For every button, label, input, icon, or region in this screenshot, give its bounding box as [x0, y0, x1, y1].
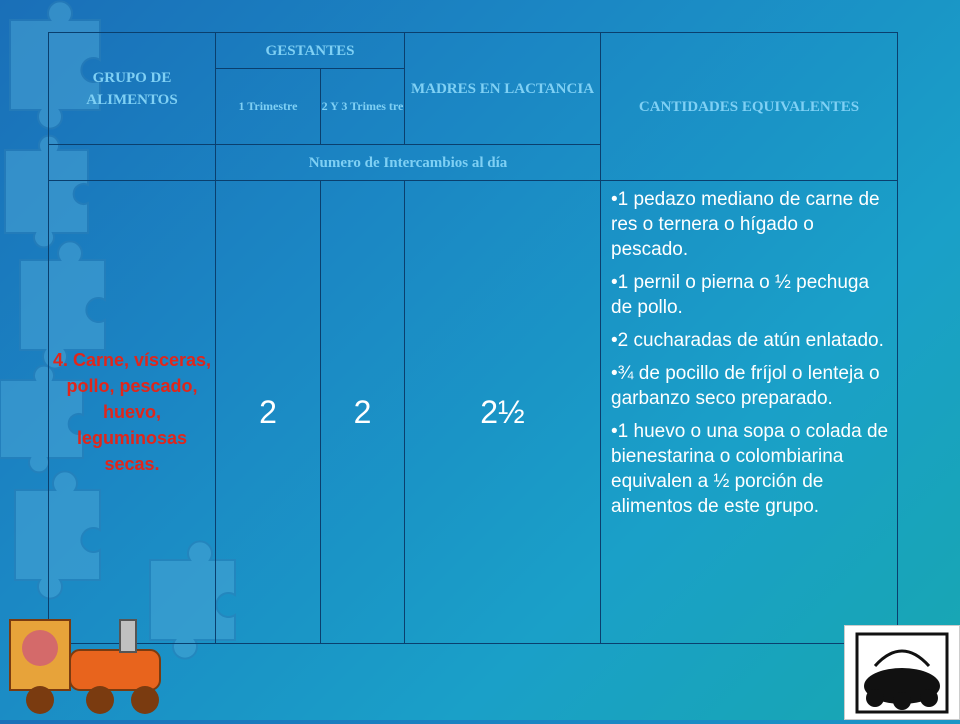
equivalents-list [601, 181, 898, 644]
equivalent-item: •1 huevo o una sopa o colada de bienestarina o colombiarina equivalen a ½ porción de alimentos de este grupo. [611, 421, 889, 517]
equivalent-item: •1 pedazo mediano de carne de res o ternera o hígado o pescado. [611, 189, 880, 260]
header-cantidades-equivalentes: CANTIDADES EQUIVALENTES [601, 33, 898, 181]
header-grupo-alimentos: GRUPO DE ALIMENTOS [49, 33, 216, 145]
organization-logo-icon [844, 625, 960, 720]
value-trimestre-1: 2 [216, 181, 321, 644]
header-numero-intercambios: Numero de Intercambios al día [216, 145, 601, 181]
value-lactancia: 2½ [405, 181, 601, 644]
equivalent-item: •¾ de pocillo de fríjol o lenteja o garbanzo seco preparado. [611, 363, 880, 409]
header-gestantes: GESTANTES [216, 33, 405, 69]
header-madres-lactancia: MADRES EN LACTANCIA [405, 33, 601, 145]
equivalent-item: •2 cucharadas de atún enlatado. [611, 330, 884, 351]
header-trimestre-1: 1 Trimestre [216, 69, 321, 145]
food-exchange-table [48, 32, 898, 644]
value-trimestre-2-3: 2 [321, 181, 405, 644]
cartoon-train-icon [0, 600, 200, 720]
equivalent-item: •1 pernil o pierna o ½ pechuga de pollo. [611, 272, 870, 318]
header-grupo-spacer [49, 145, 216, 181]
header-trimestre-2-3: 2 Y 3 Trimes tre [321, 69, 405, 145]
food-group-label: 4. Carne, vísceras, pollo, pescado, huevo, leguminosas secas. [49, 181, 216, 644]
